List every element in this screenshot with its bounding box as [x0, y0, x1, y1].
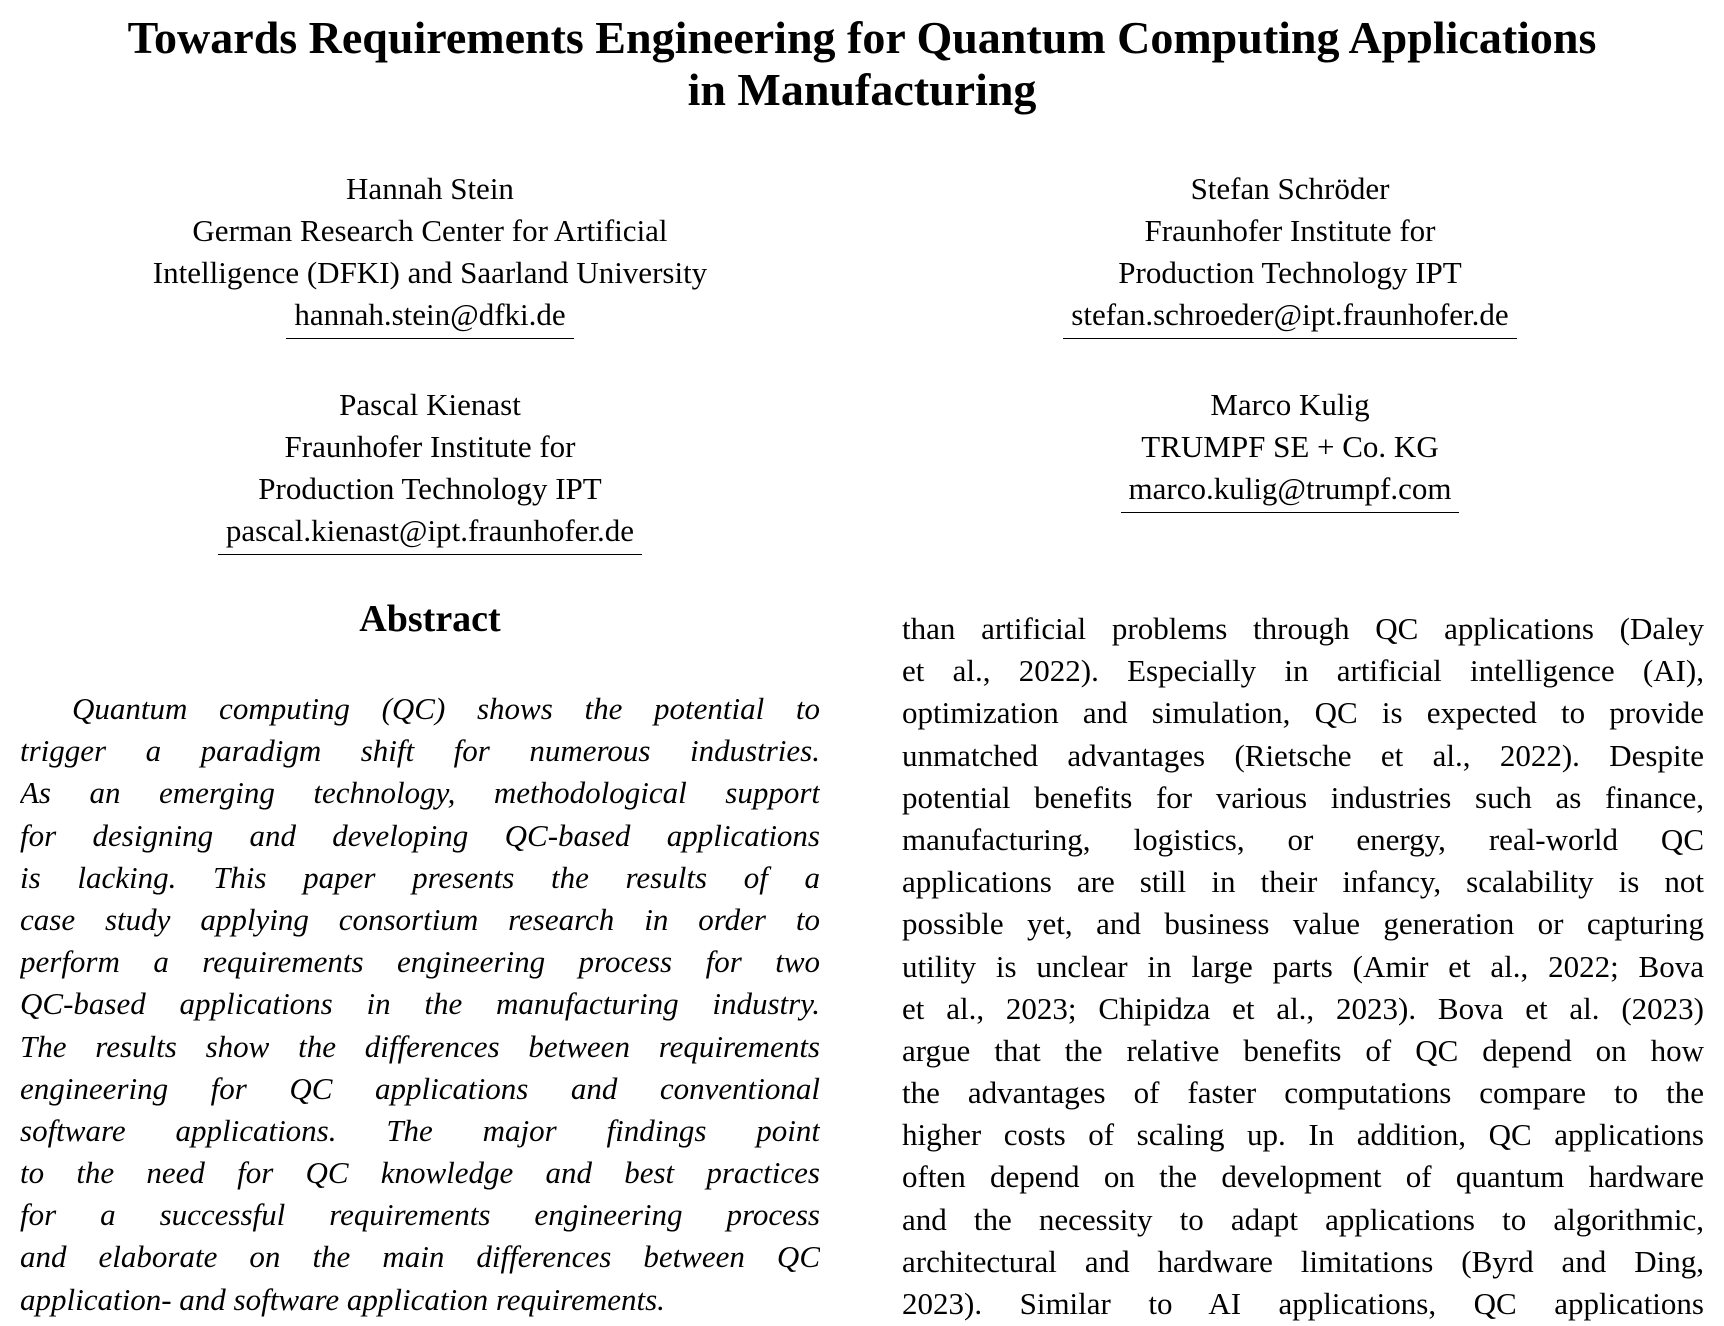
- body-line: et al., 2022). Especially in artificial intelligence (AI),: [902, 653, 1704, 689]
- abstract-line: application- and software application requirements.: [20, 1281, 665, 1317]
- author-affiliation-line: Production Technology IPT: [258, 471, 602, 506]
- body-line: architectural and hardware limitations (Byrd and Ding,: [902, 1243, 1704, 1279]
- author-block-stefan-schroder: [880, 168, 1700, 339]
- abstract-line: Quantum computing (QC) shows the potential to: [72, 691, 820, 726]
- abstract-line: case study applying consortium research in order to: [20, 901, 820, 937]
- abstract-line: is lacking. This paper presents the results of a: [20, 859, 820, 895]
- abstract-line: engineering for QC applications and conventional: [20, 1070, 820, 1106]
- author-affiliation-line: Fraunhofer Institute for: [284, 429, 576, 464]
- author-block-hannah-stein: [20, 168, 840, 339]
- abstract-line: software applications. The major findings point: [20, 1112, 820, 1148]
- body-line: argue that the relative benefits of QC depend on how: [902, 1032, 1704, 1068]
- abstract-line: perform a requirements engineering process for two: [20, 944, 820, 980]
- body-line: the advantages of faster computations compare to the: [902, 1075, 1704, 1111]
- body-line: 2023). Similar to AI applications, QC applications: [902, 1286, 1704, 1321]
- body-line: utility is unclear in large parts (Amir et al., 2022; Bova: [902, 948, 1704, 984]
- abstract-line: to the need for QC knowledge and best practices: [20, 1155, 820, 1191]
- author-block-marco-kulig: [880, 384, 1700, 513]
- paper-title-line-2: in Manufacturing: [687, 64, 1037, 115]
- abstract-line: for a successful requirements engineering process: [20, 1197, 820, 1233]
- abstract-heading: Abstract: [359, 598, 501, 640]
- abstract-line: and elaborate on the main differences between QC: [20, 1239, 820, 1275]
- author-name: Marco Kulig: [1210, 387, 1370, 422]
- body-line: often depend on the development of quantum hardware: [902, 1159, 1704, 1195]
- abstract-line: for designing and developing QC-based applications: [20, 817, 820, 853]
- body-line: potential benefits for various industries such as finance,: [902, 779, 1704, 815]
- author-affiliation-line: TRUMPF SE + Co. KG: [1141, 429, 1439, 464]
- author-affiliation-line: Production Technology IPT: [1118, 255, 1462, 290]
- author-affiliation-line: German Research Center for Artificial: [192, 213, 668, 248]
- abstract-text: [20, 688, 820, 1321]
- author-email-link[interactable]: marco.kulig@trumpf.com: [1121, 468, 1460, 513]
- body-text-right-column: [902, 608, 1704, 1325]
- body-line: than artificial problems through QC applications (Daley: [902, 611, 1704, 646]
- author-name: Hannah Stein: [346, 171, 514, 206]
- body-line: manufacturing, logistics, or energy, real-world QC: [902, 821, 1704, 857]
- author-block-pascal-kienast: [20, 384, 840, 555]
- abstract-line: As an emerging technology, methodological support: [20, 775, 820, 811]
- abstract-line: QC-based applications in the manufacturing industry.: [20, 986, 820, 1022]
- author-affiliation-line: Intelligence (DFKI) and Saarland University: [152, 255, 708, 290]
- author-email-link[interactable]: stefan.schroeder@ipt.fraunhofer.de: [1063, 294, 1516, 339]
- body-line: et al., 2023; Chipidza et al., 2023). Bova et al. (2023): [902, 990, 1704, 1026]
- paper-title-line-1: Towards Requirements Engineering for Quantum Computing Applications: [127, 12, 1597, 63]
- body-line: higher costs of scaling up. In addition, QC applications: [902, 1117, 1704, 1153]
- author-email-link[interactable]: pascal.kienast@ipt.fraunhofer.de: [218, 510, 642, 555]
- abstract-line: The results show the differences between requirements: [20, 1028, 820, 1064]
- body-line: optimization and simulation, QC is expected to provide: [902, 695, 1704, 731]
- body-line: unmatched advantages (Rietsche et al., 2022). Despite: [902, 737, 1704, 773]
- abstract-line: trigger a paradigm shift for numerous industries.: [20, 733, 820, 769]
- body-line: and the necessity to adapt applications to algorithmic,: [902, 1201, 1704, 1237]
- author-affiliation-line: Fraunhofer Institute for: [1144, 213, 1436, 248]
- author-email-link[interactable]: hannah.stein@dfki.de: [286, 294, 573, 339]
- body-line: applications are still in their infancy, scalability is not: [902, 864, 1704, 900]
- paper-title: [0, 12, 1724, 116]
- author-name: Stefan Schröder: [1190, 171, 1390, 206]
- author-name: Pascal Kienast: [339, 387, 521, 422]
- body-line: possible yet, and business value generation or capturing: [902, 906, 1704, 942]
